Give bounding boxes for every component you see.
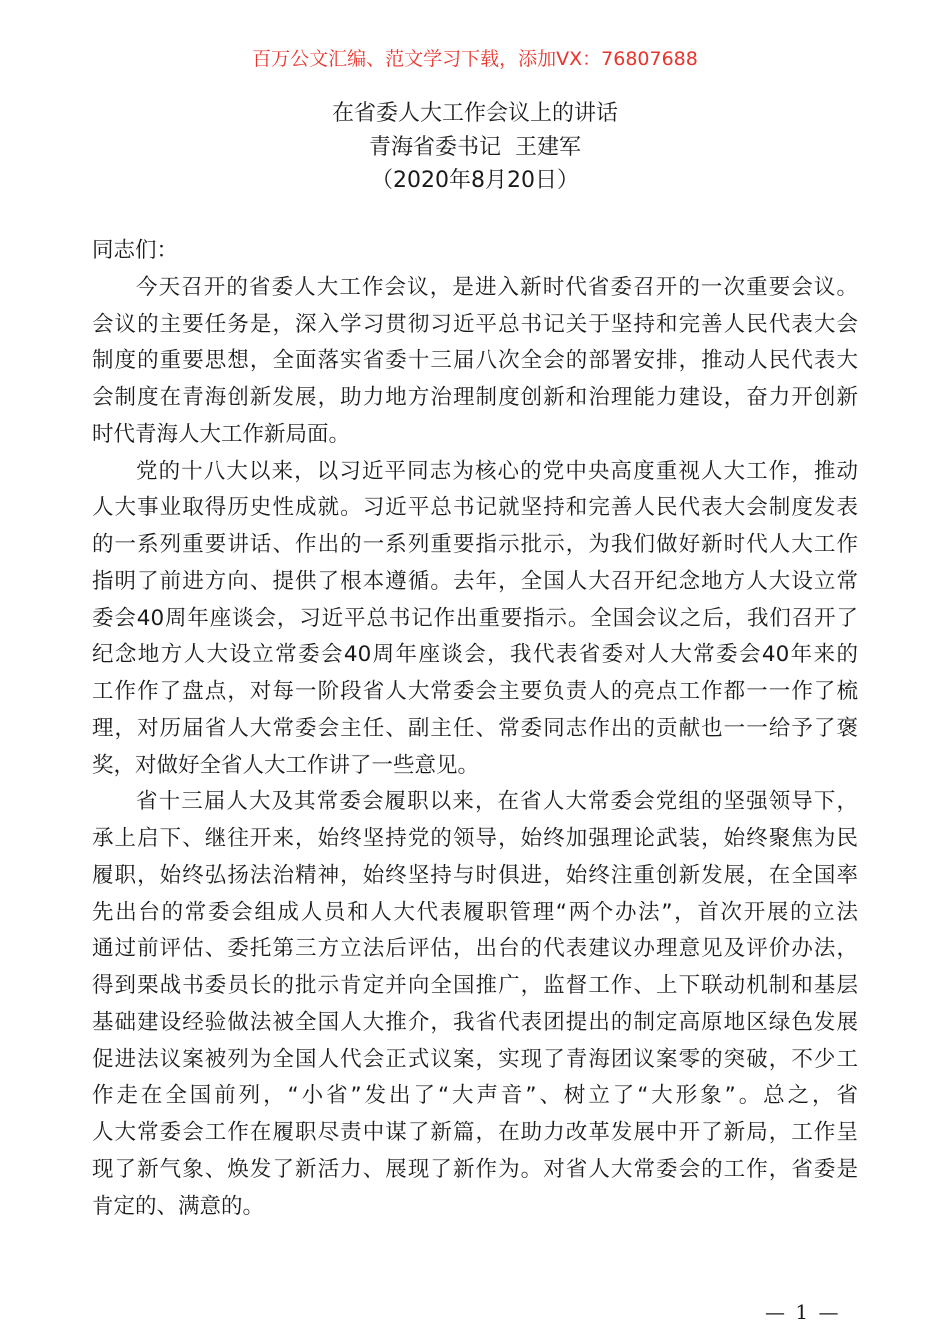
paragraph-line: 通过前评估、委托第三方立法后评估，出台的代表建议办理意见及评价办法，: [92, 936, 858, 962]
paragraph-line: 得到栗战书委员长的批示肯定并向全国推广，监督工作、上下联动机制和基层: [92, 973, 858, 998]
paragraph: [92, 454, 858, 785]
paragraph-line: 会议的主要任务是，深入学习贯彻习近平总书记关于坚持和完善人民代表大会: [92, 311, 858, 337]
paragraph-line: 奖，对做好全省人大工作讲了一些意见。: [92, 752, 480, 778]
document-title: 在省委人大工作会议上的讲话: [331, 101, 618, 126]
document-body: [92, 233, 858, 1225]
paragraph: [92, 784, 858, 1225]
paragraph-line: 时代青海人大工作新局面。: [92, 421, 351, 447]
paragraph-line: 基础建设经验做法被全国人大推介，我省代表团提出的制定高原地区绿色发展: [92, 1009, 858, 1035]
paragraph-line: 党的十八大以来，以习近平同志为核心的党中央高度重视人大工作，推动: [136, 458, 858, 484]
paragraph-line: 指明了前进方向、提供了根本遵循。去年，全国人大召开纪念地方人大设立常: [92, 568, 858, 594]
paragraph-line: 现了新气象、焕发了新活力、展现了新作为。对省人大常委会的工作，省委是: [92, 1156, 858, 1182]
paragraph-line: 肯定的、满意的。: [92, 1193, 265, 1219]
paragraph-line: 作走在全国前列，“小省”发出了“大声音”、树立了“大形象”。总之，省: [92, 1083, 858, 1109]
paragraph: [92, 270, 858, 454]
paragraph-line: 纪念地方人大设立常委会40周年座谈会，我代表省委对人大常委会40年来的: [92, 642, 858, 668]
paragraph-line: 制度的重要思想，全面落实省委十三届八次全会的部署安排，推动人民代表大: [92, 348, 858, 374]
paragraph-line: 促进法议案被列为全国人代会正式议案，实现了青海团议案零的突破，不少工: [92, 1046, 858, 1072]
paragraph-line: 人大常委会工作在履职尽责中谋了新篇，在助力改革发展中开了新局，工作呈: [92, 1120, 858, 1145]
paragraph-line: 履职，始终弘扬法治精神，始终坚持与时俱进，始终注重创新发展，在全国率: [92, 862, 858, 888]
paragraph-line: 省十三届人大及其常委会履职以来，在省人大常委会党组的坚强领导下，: [136, 789, 858, 815]
paragraph-line: 先出台的常委会组成人员和人大代表履职管理“两个办法”，首次开展的立法: [92, 899, 858, 925]
paragraph-line: 承上启下、继往开来，始终坚持党的领导，始终加强理论武装，始终聚焦为民: [92, 826, 858, 851]
paragraph-line: 委会40周年座谈会，习近平总书记作出重要指示。全国会议之后，我们召开了: [92, 605, 858, 631]
speech-date: （2020年8月20日）: [371, 168, 579, 193]
paragraph-line: 理，对历届省人大常委会主任、副主任、常委同志作出的贡献也一一给予了褒: [92, 715, 858, 741]
document-header: [0, 97, 950, 198]
watermark-text: 百万公文汇编、范文学习下载，添加VX：76807688: [252, 48, 698, 70]
paragraph-line: 今天召开的省委人大工作会议，是进入新时代省委召开的一次重要会议。: [136, 274, 858, 300]
salutation: 同志们：: [92, 238, 179, 263]
speaker-line: 青海省委书记 王建军: [369, 134, 581, 160]
paragraph-line: 工作作了盘点，对每一阶段省人大常委会主要负责人的亮点工作都一一作了梳: [92, 679, 858, 704]
paragraph-line: 的一系列重要讲话、作出的一系列重要指示批示，为我们做好新时代人大工作: [92, 532, 858, 557]
paragraph-line: 人大事业取得历史性成就。习近平总书记就坚持和完善人民代表大会制度发表: [92, 495, 858, 521]
paragraph-line: 会制度在青海创新发展，助力地方治理制度创新和治理能力建设，奋力开创新: [92, 385, 858, 410]
page-number: — 1 —: [765, 1300, 841, 1324]
